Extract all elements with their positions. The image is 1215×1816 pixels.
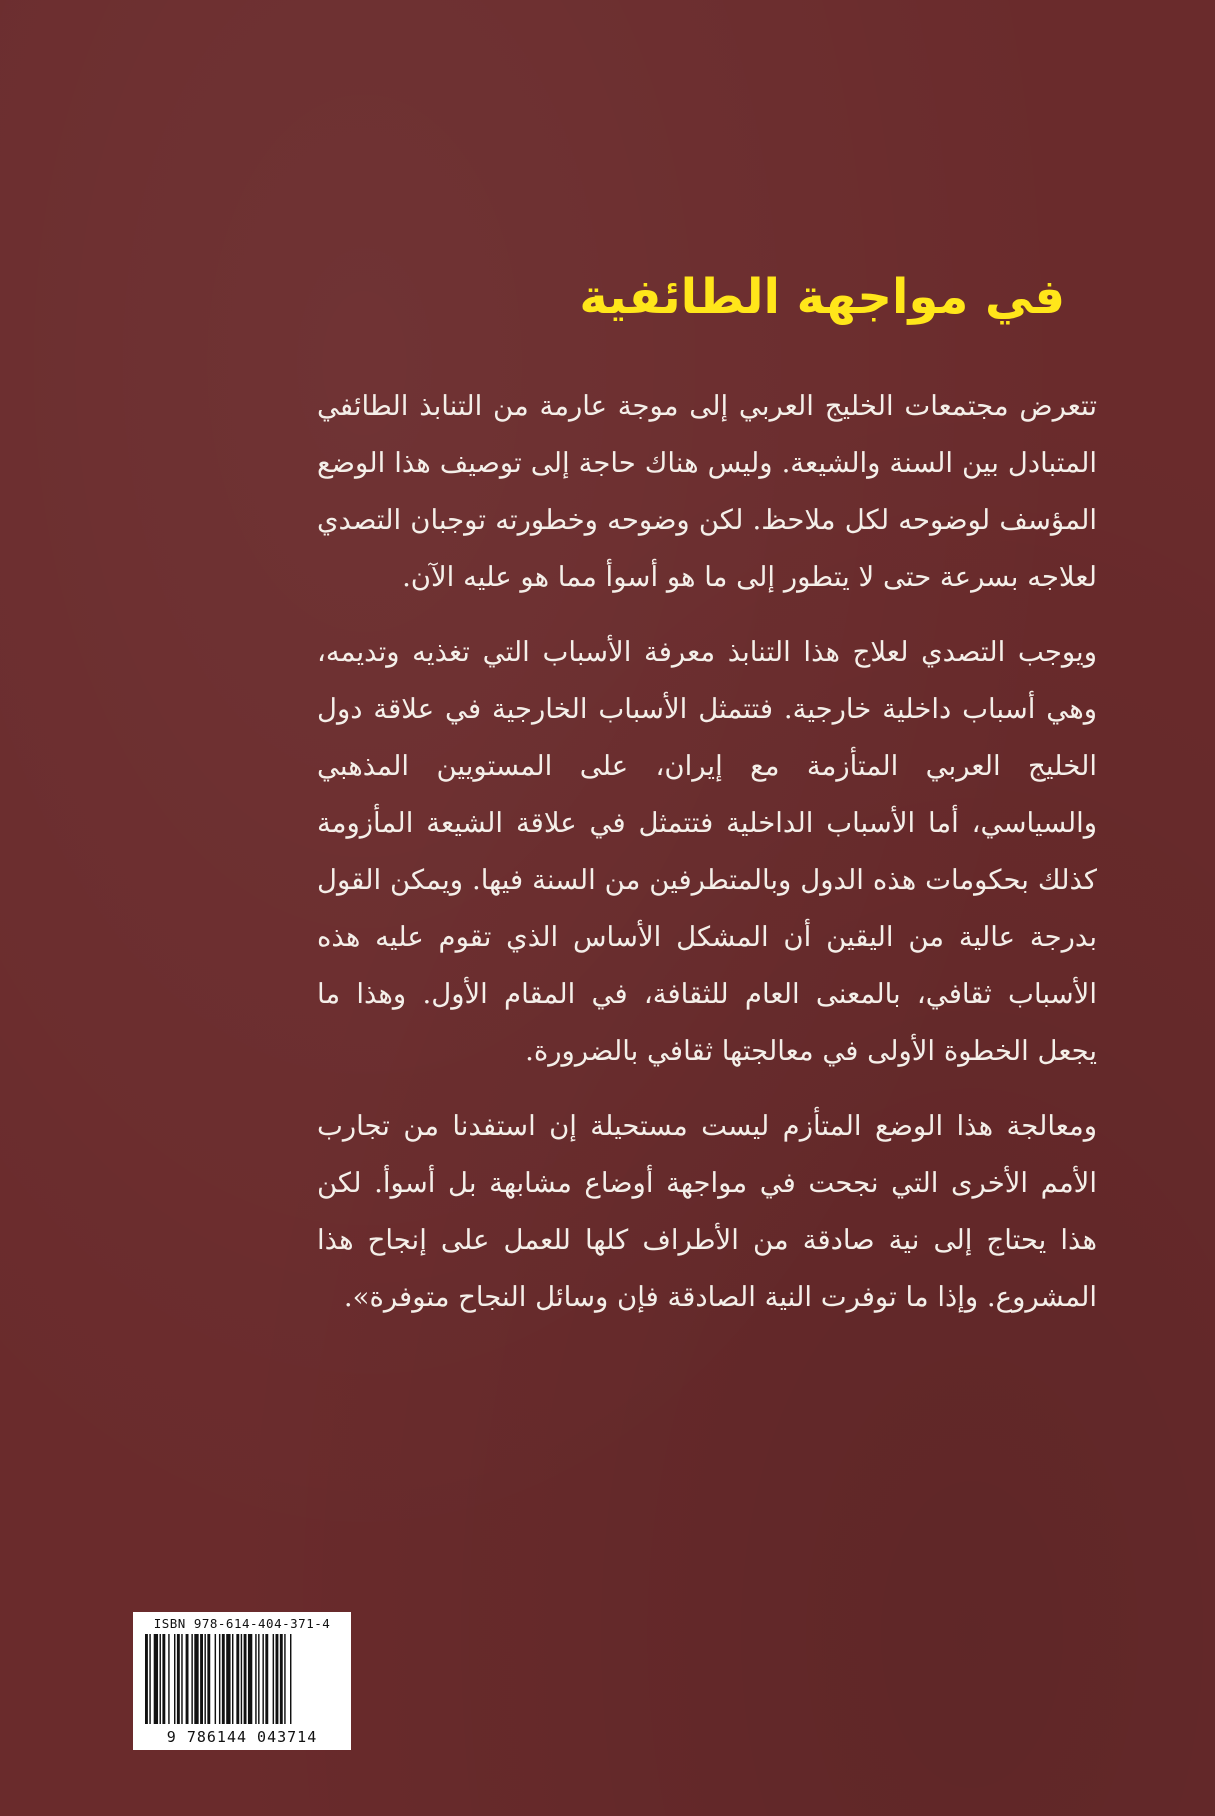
barcode-bar bbox=[154, 1634, 158, 1724]
barcode-bar bbox=[236, 1634, 239, 1724]
barcode-bar bbox=[191, 1634, 192, 1724]
barcode-bar bbox=[200, 1634, 203, 1724]
barcode-bar bbox=[160, 1634, 161, 1724]
barcode-bar bbox=[265, 1634, 268, 1724]
barcode-bar bbox=[280, 1634, 283, 1724]
barcode-bar bbox=[284, 1634, 285, 1724]
barcode-bar bbox=[177, 1634, 180, 1724]
isbn-barcode bbox=[133, 1612, 351, 1750]
barcode-bar bbox=[186, 1634, 189, 1724]
barcode-bar bbox=[168, 1634, 169, 1724]
barcode-bar bbox=[276, 1634, 279, 1724]
blurb-paragraph-1: تتعرض مجتمعات الخليج العربي إلى موجة عارمة من التنابذ الطائفي المتبادل بين السنة والشيعة. وليس هناك حاجة إلى توصيف هذا الوضع المؤسف لوضوحه لكل ملاحظ. لكن وضوحه وخطورته توجبان التصدي لعلاجه بسرعة حتى لا يتطور إلى ما هو أسوأ مما هو عليه الآن. bbox=[317, 390, 1097, 593]
barcode-bar bbox=[207, 1634, 210, 1724]
barcode-bar bbox=[181, 1634, 182, 1724]
barcode-bars bbox=[145, 1634, 341, 1724]
barcode-bar bbox=[149, 1634, 150, 1724]
isbn-digits: 9 786144 043714 bbox=[166, 1728, 318, 1746]
barcode-bar bbox=[255, 1634, 256, 1724]
barcode-bar bbox=[290, 1634, 291, 1724]
barcode-bar bbox=[232, 1634, 233, 1724]
barcode-bar bbox=[262, 1634, 263, 1724]
barcode-bar bbox=[194, 1634, 198, 1724]
blurb-text bbox=[317, 378, 1097, 1344]
barcode-bar bbox=[258, 1634, 259, 1724]
book-title: في مواجهة الطائفية bbox=[579, 269, 1065, 325]
barcode-bar bbox=[219, 1634, 220, 1724]
barcode-bar bbox=[244, 1634, 247, 1724]
barcode-bar bbox=[215, 1634, 216, 1724]
barcode-bar bbox=[174, 1634, 175, 1724]
barcode-bar bbox=[226, 1634, 230, 1724]
barcode-bar bbox=[145, 1634, 148, 1724]
barcode-bar bbox=[248, 1634, 252, 1724]
barcode-bar bbox=[204, 1634, 205, 1724]
barcode-bar bbox=[222, 1634, 225, 1724]
blurb-paragraph-3: ومعالجة هذا الوضع المتأزم ليست مستحيلة إن استفدنا من تجارب الأمم الأخرى التي نجحت في مواجهة أوضاع مشابهة بل أسوأ. لكن هذا يحتاج إلى نية صادقة من الأطراف كلها للعمل على إنجاح هذا المشروع. وإذا ما توفرت النية الصادقة فإن وسائل النجاح متوفرة». bbox=[317, 1110, 1097, 1313]
isbn-label: ISBN 978-614-404-371-4 bbox=[153, 1616, 331, 1631]
blurb-paragraph-2: ويوجب التصدي لعلاج هذا التنابذ معرفة الأسباب التي تغذيه وتديمه، وهي أسباب داخلية خارجية. فتتمثل الأسباب الخارجية في علاقة دول الخليج العربي المتأزمة مع إيران، على المستويين المذهبي والسياسي، أما الأسباب الداخلية فتتمثل في علاقة الشيعة المأزومة كذلك بحكومات هذه الدول وبالمتطرفين من السنة فيها. ويمكن القول بدرجة عالية من اليقين أن المشكل الأساس الذي تقوم عليه هذه الأسباب ثقافي، بالمعنى العام للثقافة، في المقام الأول. وهذا ما يجعل الخطوة الأولى في معالجتها ثقافي بالضرورة. bbox=[317, 636, 1097, 1067]
barcode-bar bbox=[241, 1634, 242, 1724]
barcode-bar bbox=[162, 1634, 165, 1724]
barcode-bar bbox=[273, 1634, 274, 1724]
